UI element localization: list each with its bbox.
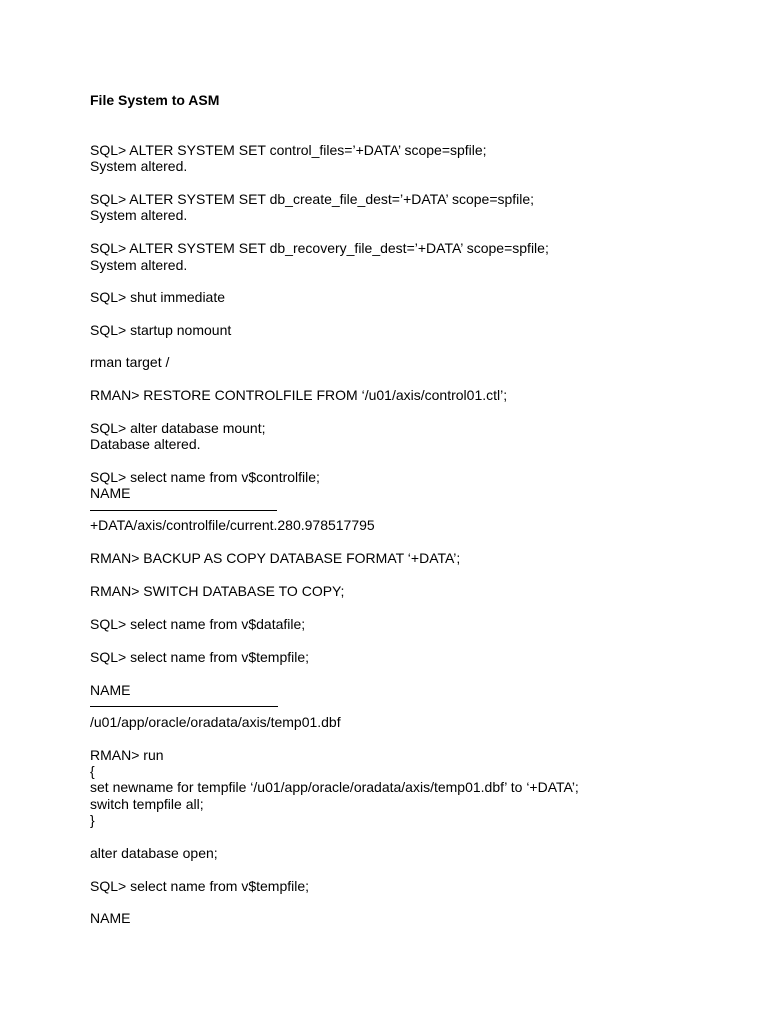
code-line: } <box>90 812 95 828</box>
output-line: System altered. <box>90 257 188 273</box>
command-line: RMAN> RESTORE CONTROLFILE FROM ‘/u01/axis/control01.ctl’; <box>90 387 508 403</box>
output-line: +DATA/axis/controlfile/current.280.978517795 <box>90 517 375 533</box>
command-line: rman target / <box>90 354 170 370</box>
output-line: System altered. <box>90 158 188 174</box>
column-header: NAME <box>90 910 131 926</box>
command-line: SQL> select name from v$tempfile; <box>90 878 310 894</box>
code-line: set newname for tempfile ‘/u01/app/oracle/oradata/axis/temp01.dbf’ to ‘+DATA’; <box>90 779 579 795</box>
column-underline <box>90 706 278 707</box>
column-underline <box>90 510 277 511</box>
code-line: switch tempfile all; <box>90 796 204 812</box>
command-line: RMAN> SWITCH DATABASE TO COPY; <box>90 583 345 599</box>
command-line: RMAN> run <box>90 747 164 763</box>
column-header: NAME <box>90 682 131 698</box>
column-header: NAME <box>90 485 131 501</box>
command-line: SQL> select name from v$datafile; <box>90 616 306 632</box>
command-line: SQL> ALTER SYSTEM SET db_create_file_dest=’+DATA’ scope=spfile; <box>90 191 535 207</box>
command-line: SQL> startup nomount <box>90 322 232 338</box>
command-line: SQL> alter database mount; <box>90 420 266 436</box>
output-line: System altered. <box>90 207 188 223</box>
output-line: /u01/app/oracle/oradata/axis/temp01.dbf <box>90 714 341 730</box>
document-title: File System to ASM <box>90 92 220 108</box>
output-line: Database altered. <box>90 436 201 452</box>
command-line: SQL> ALTER SYSTEM SET db_recovery_file_dest=’+DATA’ scope=spfile; <box>90 240 549 256</box>
code-line: { <box>90 763 95 779</box>
command-line: SQL> select name from v$controlfile; <box>90 469 320 485</box>
command-line: SQL> ALTER SYSTEM SET control_files=’+DATA’ scope=spfile; <box>90 142 487 158</box>
command-line: RMAN> BACKUP AS COPY DATABASE FORMAT ‘+DATA’; <box>90 550 461 566</box>
command-line: SQL> shut immediate <box>90 289 226 305</box>
command-line: SQL> select name from v$tempfile; <box>90 649 310 665</box>
command-line: alter database open; <box>90 845 218 861</box>
